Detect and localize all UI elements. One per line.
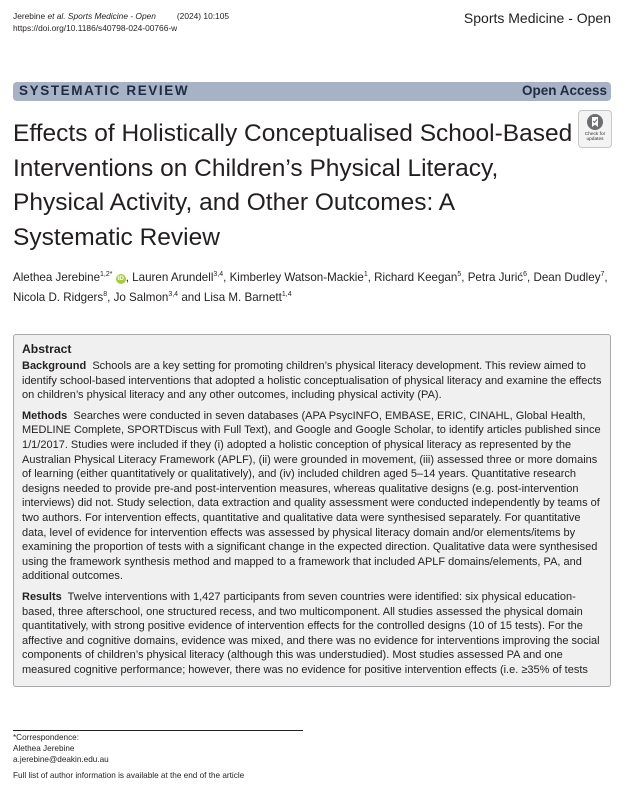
- author-info-note: Full list of author information is available at the end of the article: [13, 771, 245, 780]
- authors-and: and: [181, 291, 201, 304]
- methods-text: Searches were conducted in seven databases (APA PsycINFO, EMBASE, ERIC, CINAHL, Global Health, MEDLINE Complete, SPORTDiscus with Full Text), and Google and Google Scholar, to identify articles published since 1/1/2017. Studies were included if they (i) adopted a holistic conception of physical literacy as represented by the Australian Physical Literacy Framework (APLF), (ii) were grounded in movement, (iii) assessed three or more domains of learning (either quantitatively or qualitatively), and (iv) included children aged 5–14 years. Quantitative research designs needed to provide pre-and post-intervention measures, whereas qualitative designs (e.g. post-intervention interviews) did not. Study selection, data extraction and quality assessment were conducted independently by teams of two authors. For intervention effects, quantitative and qualitative data were synthesised separately. For quantitative data, level of evidence for intervention effects was assessed by physical literacy domain and/or elements/items by examining the proportion of tests with a significant change in the expected direction. Qualitative data were synthesised using the framework synthesis method and mapped to a framework that included APLF domains/elements, PA, and additional outcomes.: [22, 409, 601, 583]
- abstract-background: [22, 359, 602, 403]
- doi-link[interactable]: https://doi.org/10.1186/s40798-024-00766-w: [13, 22, 178, 33]
- abstract-results: [22, 590, 602, 678]
- author-affiliation: 3,4: [168, 291, 179, 298]
- author-affiliation: 3,4: [213, 271, 224, 278]
- author-affiliation: 1: [363, 271, 368, 278]
- correspondence-label: *Correspondence:: [13, 733, 79, 742]
- check-badge-line1: Check for: [584, 132, 606, 137]
- citation-prefix: Jerebine: [13, 11, 48, 21]
- correspondence-name: Alethea Jerebine: [13, 744, 75, 753]
- check-badge-line2: updates: [586, 137, 604, 142]
- abstract-heading: Abstract: [22, 342, 72, 356]
- open-access-label: Open Access: [521, 83, 607, 98]
- author-name[interactable]: Lauren Arundell: [132, 271, 214, 284]
- bookmark-check-icon: [586, 113, 604, 131]
- author-list: Alethea Jerebine$^{1,2*}$ iD , Lauren Arundell$^{3,4}$, Kimberley Watson-Mackie$^1$, Richard Keegan$^5$, Petra Jurić$^6$, Dean Dudley$^7$, Nicola D. Ridgers$^8$, Jo Salmon$^{3,4}$ and Lisa M. Barnett$^{1,4}$: [13, 271, 608, 304]
- article-banner: [13, 82, 611, 101]
- background-label: Background: [22, 360, 87, 372]
- orcid-icon[interactable]: iD: [117, 275, 124, 282]
- author-name[interactable]: Nicola D. Ridgers: [13, 291, 104, 304]
- author-affiliation: 1,4: [281, 291, 292, 298]
- author-name[interactable]: Kimberley Watson-Mackie: [229, 271, 364, 284]
- author-name[interactable]: Lisa M. Barnett: [203, 291, 282, 304]
- citation-year-page: (2024) 10:105: [176, 11, 230, 21]
- background-text: Schools are a key setting for promoting children’s physical literacy development. This review aimed to identify school-based interventions that adopted a holistic conceptualisation of physical literacy and examine the effects on children’s physical literacy and any other outcomes, including physical activity (PA).: [22, 360, 602, 402]
- author-name[interactable]: Dean Dudley: [533, 271, 601, 284]
- abstract-methods: [22, 409, 602, 584]
- journal-name: Sports Medicine - Open: [463, 10, 611, 26]
- results-label: Results: [22, 590, 62, 603]
- article-title: Effects of Holistically Conceptualised School-Based Interventions on Children’s Physical Literacy, Physical Activity, and Other Outcomes: A Systematic Review: [13, 120, 573, 251]
- citation-journal: et al. Sports Medicine - Open: [47, 11, 156, 21]
- author-affiliation: 6: [523, 271, 528, 278]
- author-name[interactable]: Petra Jurić: [467, 271, 524, 284]
- author-affiliation: 8: [103, 291, 108, 298]
- author-affiliation: 7: [600, 271, 605, 278]
- citation-header: [13, 11, 229, 34]
- article-type: SYSTEMATIC REVIEW: [19, 83, 190, 98]
- author-name[interactable]: Richard Keegan: [374, 271, 458, 284]
- author-name[interactable]: Alethea Jerebine: [13, 271, 101, 284]
- correspondence-email[interactable]: a.jerebine@deakin.edu.au: [13, 755, 109, 764]
- author-affiliation: 5: [457, 271, 462, 278]
- abstract-box: [13, 334, 611, 687]
- check-for-updates-badge[interactable]: [578, 110, 612, 148]
- footnote-divider: [13, 730, 303, 731]
- methods-label: Methods: [22, 409, 68, 422]
- author-affiliation: 1,2*: [100, 271, 113, 278]
- results-text: Twelve interventions with 1,427 participants from seven countries were identified: six physical education-based, three afterschool, one structured recess, and two multicomponent. All studies assessed the physical domain quantitatively, with strong positive evidence of intervention effects for the controlled designs (10 of 15 tests). For the affective and cognitive domains, evidence was mixed, and there was no evidence for interventions improving the social components of children’s physical literacy (although this was understudied). Most studies assessed PA and one measured cognitive performance; however, there was no evidence for positive intervention effects (i.e. ≥35% of tests: [22, 590, 600, 676]
- author-name[interactable]: Jo Salmon: [113, 291, 169, 304]
